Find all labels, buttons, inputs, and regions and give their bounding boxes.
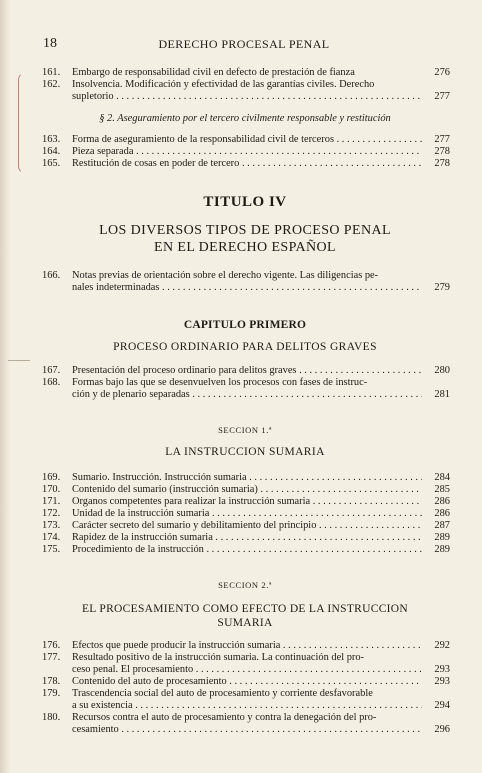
seccion-1-label: SECCION 1.ª xyxy=(218,425,272,435)
entry-number: 174. xyxy=(42,532,61,543)
entry-page: 281 xyxy=(434,389,450,400)
entry-title-cont: nales indeterminadas . . . xyxy=(72,282,422,294)
entry-page: 286 xyxy=(434,496,450,507)
running-header xyxy=(43,37,445,53)
entry-title-cont: supletorio . . . xyxy=(72,91,422,103)
entry-title-cont: cesamiento . . . xyxy=(72,724,422,736)
page-number: 18 xyxy=(43,36,57,51)
entry-title: Resultado positivo de la instrucción sumaria. La continuación del pro- xyxy=(72,652,365,663)
entry-number: 175. xyxy=(42,544,61,555)
entry-number: 177. xyxy=(42,652,61,663)
entry-number: 171. xyxy=(42,496,61,507)
entry-number: 169. xyxy=(42,472,61,483)
entry-title: Sumario. Instrucción. Instrucción sumaria . . . xyxy=(72,472,422,484)
seccion-2-heading-line1: EL PROCESAMIENTO COMO EFECTO DE LA INSTRUCCION xyxy=(81,603,409,615)
running-title: DERECHO PROCESAL PENAL xyxy=(158,37,330,51)
entry-number: 166. xyxy=(42,270,61,281)
entry-number: 164. xyxy=(42,146,61,157)
entry-number: 162. xyxy=(42,79,61,90)
seccion-2-heading-line2: SUMARIA xyxy=(217,617,273,629)
entry-page: 296 xyxy=(434,724,450,735)
entry-number: 173. xyxy=(42,520,61,531)
entry-title: Pieza separada . . . xyxy=(72,146,422,158)
entry-page: 278 xyxy=(434,146,450,157)
entry-page: 289 xyxy=(434,544,450,555)
entry-page: 277 xyxy=(434,91,450,102)
entry-number: 168. xyxy=(42,377,61,388)
entry-title: Restitución de cosas en poder de tercero . . . xyxy=(72,158,422,170)
entry-title: Procedimiento de la instrucción . . . xyxy=(72,544,422,556)
entry-title: Recursos contra el auto de procesamiento y contra la denegación del pro- xyxy=(72,712,377,723)
entry-title-cont: a su existencia . . . xyxy=(72,700,422,712)
seccion-1-heading: LA INSTRUCCION SUMARIA xyxy=(165,446,325,458)
titulo-label: TITULO IV xyxy=(203,194,287,210)
entry-number: 165. xyxy=(42,158,61,169)
pencil-bracket-mark xyxy=(18,72,27,174)
page-gutter-shadow xyxy=(0,0,10,773)
entry-title: Presentación del proceso ordinario para delitos graves . . . xyxy=(72,365,422,377)
entry-page: 277 xyxy=(434,134,450,145)
entry-title: Trascendencia social del auto de procesamiento y corriente desfavorable xyxy=(72,688,373,699)
entry-number: 180. xyxy=(42,712,61,723)
titulo-heading-line2: EN EL DERECHO ESPAÑOL xyxy=(154,240,336,255)
pencil-dash-mark xyxy=(8,360,30,361)
entry-page: 293 xyxy=(434,664,450,675)
entry-title: Contenido del sumario (instrucción sumaria) . . . xyxy=(72,484,422,496)
entry-page: 286 xyxy=(434,508,450,519)
entry-title: Contenido del auto de procesamiento . . . xyxy=(72,676,422,688)
entry-title: Formas bajo las que se desenvuelven los procesos con fases de instruc- xyxy=(72,377,368,388)
seccion-2-label: SECCION 2.ª xyxy=(218,580,272,590)
titulo-heading-line1: LOS DIVERSOS TIPOS DE PROCESO PENAL xyxy=(99,223,391,238)
capitulo-heading: PROCESO ORDINARIO PARA DELITOS GRAVES xyxy=(113,341,377,353)
entry-title: Unidad de la instrucción sumaria . . . xyxy=(72,508,422,520)
entry-title: Forma de aseguramiento de la responsabilidad civil de terceros . . . xyxy=(72,134,422,146)
entry-number: 163. xyxy=(42,134,61,145)
entry-number: 167. xyxy=(42,365,61,376)
entry-title: Carácter secreto del sumario y debilitamiento del principio . . . xyxy=(72,520,422,532)
entry-number: 172. xyxy=(42,508,61,519)
entry-page: 292 xyxy=(434,640,450,651)
entry-page: 279 xyxy=(434,282,450,293)
entry-number: 178. xyxy=(42,676,61,687)
entry-title-cont: ceso penal. El procesamiento . . . xyxy=(72,664,422,676)
entry-number: 179. xyxy=(42,688,61,699)
entry-number: 176. xyxy=(42,640,61,651)
entry-page: 276 xyxy=(434,67,450,78)
entry-title: Embargo de responsabilidad civil en defecto de prestación de fianza xyxy=(72,67,355,78)
entry-title: Efectos que puede producir la instrucción sumaria . . . xyxy=(72,640,422,652)
entry-page: 287 xyxy=(434,520,450,531)
entry-title-cont: ción y de plenario separadas . . . xyxy=(72,389,422,401)
entry-page: 289 xyxy=(434,532,450,543)
entry-title: Insolvencia. Modificación y efectividad de las garantías civiles. Derecho xyxy=(72,79,375,90)
section-2-heading: § 2. Aseguramiento por el tercero civilmente responsable y restitución xyxy=(99,113,391,124)
entry-page: 294 xyxy=(434,700,450,711)
entry-title: Notas previas de orientación sobre el derecho vigente. Las diligencias pe- xyxy=(72,270,379,281)
entry-page: 280 xyxy=(434,365,450,376)
entry-number: 170. xyxy=(42,484,61,495)
entry-title: Organos competentes para realizar la instrucción sumaria . . . xyxy=(72,496,422,508)
capitulo-label: CAPITULO PRIMERO xyxy=(183,319,307,331)
entry-page: 293 xyxy=(434,676,450,687)
entry-number: 161. xyxy=(42,67,61,78)
entry-page: 278 xyxy=(434,158,450,169)
entry-title: Rapidez de la instrucción sumaria . . . xyxy=(72,532,422,544)
entry-page: 284 xyxy=(434,472,450,483)
entry-page: 285 xyxy=(434,484,450,495)
